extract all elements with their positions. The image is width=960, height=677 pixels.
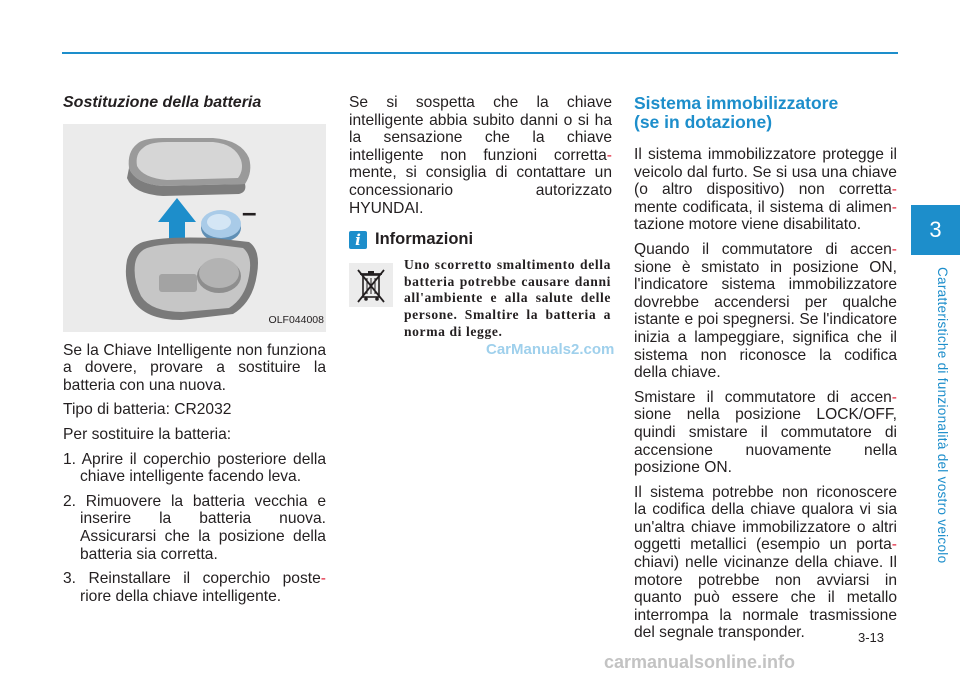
step-text: 3. Reinstallare il coperchio poste <box>63 570 321 588</box>
paragraph-4 <box>634 484 897 642</box>
watermark: CarManuals2.com <box>486 341 615 358</box>
paragraph-2 <box>634 241 897 382</box>
smart-key-battery-figure <box>63 124 326 332</box>
paragraph-damage-a: Se si sospetta che la chiave intelligente abbia subito danni o si ha la sensazione che la chiave intelligente non funzioni corretta <box>349 94 612 164</box>
paragraph-damage-b: mente, si consiglia di contattare un concessionario autorizzato HYUNDAI. <box>349 164 612 217</box>
p1-c: tazione motore viene disabilitato. <box>634 216 862 234</box>
chapter-tab: 3 <box>911 205 960 255</box>
step-text: 2. Rimuovere la batteria vecchia e inserire la batteria nuova. Assicurarsi che la posizione della batteria sia corretta. <box>63 492 326 563</box>
crossed-bin-icon <box>349 263 393 307</box>
title-line-2: (se in dotazione) <box>634 112 773 132</box>
smart-key-illustration <box>63 124 326 332</box>
hyphen: - <box>891 536 897 554</box>
list-item <box>63 493 326 563</box>
paragraph-steps-intro: Per sostituire la batteria: <box>63 425 232 443</box>
section-title-battery: Sostituzione della batteria <box>63 94 262 111</box>
hyphen: - <box>320 570 326 588</box>
minus-sign: – <box>242 196 257 227</box>
step-text: 1. Aprire il coperchio posteriore della chiave intelligente facendo leva. <box>63 450 326 486</box>
p1-b: mente codificata, il sistema di alimen <box>634 198 892 216</box>
footer-site: carmanualsonline.info <box>604 652 796 672</box>
paragraph-damage <box>349 94 612 217</box>
paragraph-1 <box>634 146 897 234</box>
hyphen: - <box>606 146 612 164</box>
column-battery-replacement <box>63 94 326 612</box>
p2-b: sione è smistato in posizione ON, l'indicatore sistema immobilizzatore dovrebbe accendersi per qualche istante e poi spegnersi. Se l'indicatore inizia a lampeggiare, significa che il sistema non riconosce la codifica della chiave. <box>634 258 897 382</box>
column-key-damage <box>349 94 612 340</box>
list-item <box>63 570 326 605</box>
paragraph-battery-type: Tipo di batteria: CR2032 <box>63 401 232 419</box>
title-line-1: Sistema immobilizzatore <box>634 93 839 113</box>
info-text: Uno scorretto smaltimento della batteria potrebbe causare danni all'ambiente e alla salute delle persone. Smaltire la batteria a norma di legge. <box>404 257 611 339</box>
info-title: Informazioni <box>375 230 474 249</box>
page-number: 3-13 <box>858 630 885 645</box>
key-cover-shape <box>127 138 250 196</box>
top-rule <box>62 52 898 54</box>
list-item <box>63 451 326 486</box>
immobilizer-title <box>634 94 897 132</box>
p4-b: chiavi) nelle vicinanze della chiave. Il motore potrebbe non avviarsi in quanto può essere che il metallo interrompa la normale trasmissione del segnale transponder. <box>634 554 897 642</box>
paragraph-3 <box>634 389 897 477</box>
key-base-shape <box>126 237 258 320</box>
p2-a: Quando il commutatore di accen <box>634 240 892 258</box>
hyphen: - <box>891 388 897 406</box>
coin-battery-shape <box>201 210 241 242</box>
p1-a: Il sistema immobilizzatore protegge il veicolo dal furto. Se si usa una chiave (o altro dispositivo) non corretta <box>634 146 897 199</box>
hyphen: - <box>891 240 897 258</box>
figure-code: OLF044008 <box>268 314 324 326</box>
info-body <box>349 257 612 340</box>
step-text-tail: riore della chiave intelligente. <box>80 587 282 605</box>
p4-a: Il sistema potrebbe non riconoscere la codifica della chiave qualora vi sia un'altra chiave immobilizzatore o altri oggetti metallici (esempio un porta <box>634 483 897 554</box>
paragraph-intro: Se la Chiave Intelligente non funziona a dovere, provare a sostituire la batteria con una nuova. <box>63 341 326 394</box>
hyphen: - <box>891 181 897 199</box>
info-icon: i <box>349 231 367 249</box>
chapter-title: Caratteristiche di funzionalità del vostro veicolo <box>935 267 950 564</box>
hyphen: - <box>891 198 897 216</box>
steps-list <box>63 451 326 606</box>
p3-a: Smistare il commutatore di accen <box>634 388 892 406</box>
column-immobilizer <box>634 94 897 649</box>
p3-b: sione nella posizione LOCK/OFF, quindi smistare il commutatore di accensione nuovamente nella posizione ON. <box>634 406 897 477</box>
info-heading <box>349 231 612 249</box>
